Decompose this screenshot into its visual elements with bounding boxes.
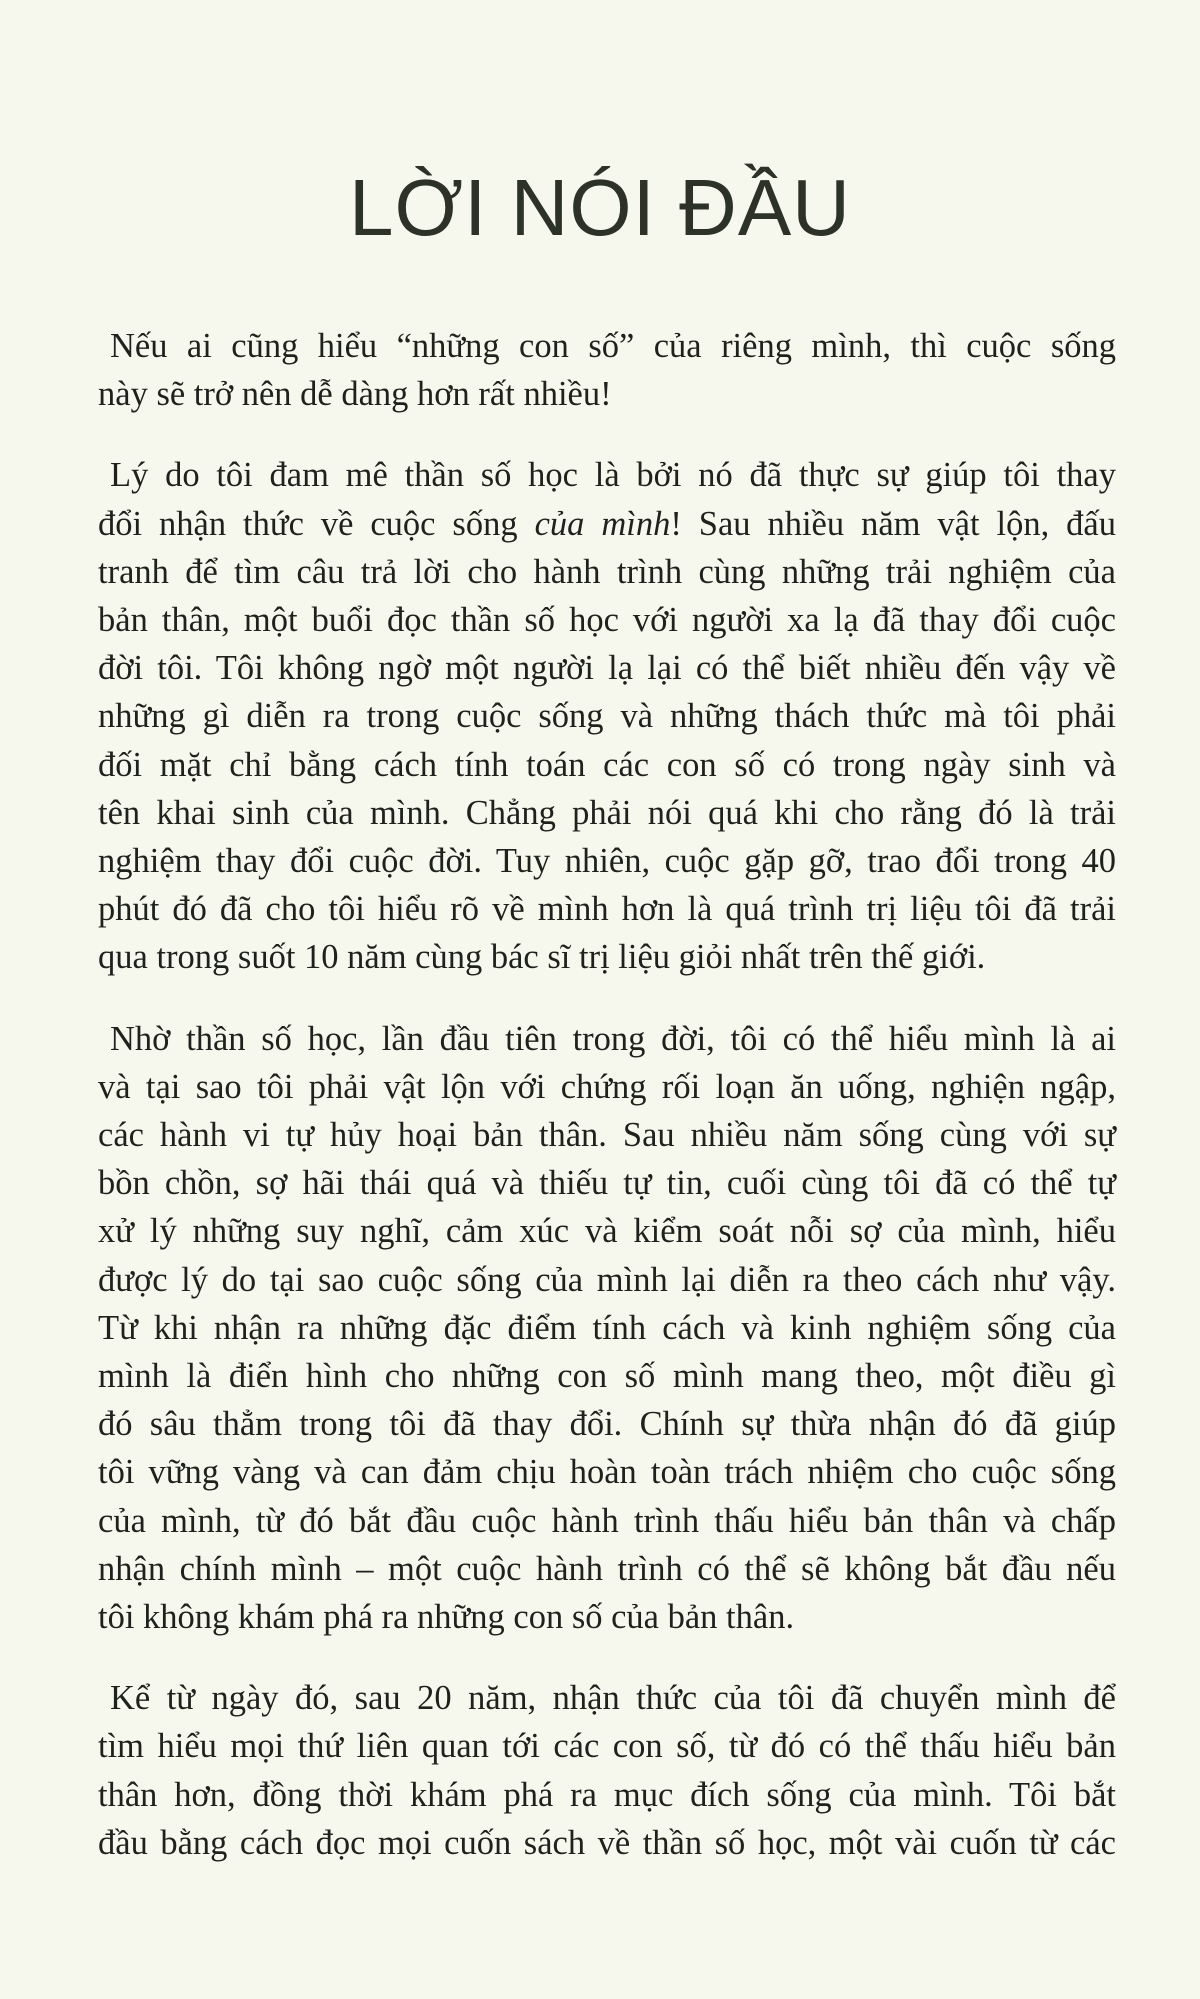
text-line: Kể từ ngày đó, sau 20 năm, nhận thức của tôi đã chuyển mình để xyxy=(110,1679,1116,1718)
text-line: qua trong suốt 10 năm cùng bác sĩ trị liệu giỏi nhất trên thế giới. xyxy=(98,938,986,977)
text-line: và tại sao tôi phải vật lộn với chứng rối loạn ăn uống, nghiện ngập, xyxy=(98,1067,1116,1106)
text-line: nghiệm thay đổi cuộc đời. Tuy nhiên, cuộc gặp gỡ, trao đổi trong 40 xyxy=(98,842,1116,881)
text-line: tranh để tìm câu trả lời cho hành trình cùng những trải nghiệm của xyxy=(98,552,1116,591)
text-line: đầu bằng cách đọc mọi cuốn sách về thần số học, một vài cuốn từ các xyxy=(98,1823,1116,1862)
paragraph-2 xyxy=(98,451,1116,981)
text-segment: đổi nhận thức về cuộc sống xyxy=(98,504,535,543)
text-line: của mình, từ đó bắt đầu cuộc hành trình thấu hiểu bản thân và chấp xyxy=(98,1501,1116,1540)
text-line: tên khai sinh của mình. Chẳng phải nói quá khi cho rằng đó là trải xyxy=(98,793,1116,832)
text-line: những gì diễn ra trong cuộc sống và những thách thức mà tôi phải xyxy=(98,697,1116,736)
text-segment: ! Sau nhiều năm vật lộn, đấu xyxy=(670,504,1116,543)
text-line: đời tôi. Tôi không ngờ một người lạ lại có thể biết nhiều đến vậy về xyxy=(98,649,1116,688)
paragraph-1 xyxy=(98,322,1116,418)
text-line: được lý do tại sao cuộc sống của mình lại diễn ra theo cách như vậy. xyxy=(98,1260,1116,1299)
paragraph-4 xyxy=(98,1674,1116,1867)
page-title: LỜI NÓI ĐẦU xyxy=(349,163,851,252)
text-line: tôi vững vàng và can đảm chịu hoàn toàn trách nhiệm cho cuộc sống xyxy=(98,1453,1116,1492)
paragraph-3 xyxy=(98,1015,1116,1642)
text-line: tìm hiểu mọi thứ liên quan tới các con số, từ đó có thể thấu hiểu bản xyxy=(98,1727,1116,1766)
text-line: các hành vi tự hủy hoại bản thân. Sau nhiều năm sống cùng với sự xyxy=(98,1116,1116,1155)
text-line: này sẽ trở nên dễ dàng hơn rất nhiều! xyxy=(98,375,612,414)
text-line: Nhờ thần số học, lần đầu tiên trong đời, tôi có thể hiểu mình là ai xyxy=(110,1019,1116,1058)
text-line: tôi không khám phá ra những con số của bản thân. xyxy=(98,1598,795,1637)
text-line: nhận chính mình – một cuộc hành trình có thể sẽ không bắt đầu nếu xyxy=(98,1549,1116,1588)
page-body xyxy=(98,322,1116,1900)
text-line: phút đó đã cho tôi hiểu rõ về mình hơn là quá trình trị liệu tôi đã trải xyxy=(98,890,1116,929)
text-line xyxy=(98,500,1116,548)
text-line: đối mặt chỉ bằng cách tính toán các con số có trong ngày sinh và xyxy=(98,745,1116,784)
text-line: Nếu ai cũng hiểu “những con số” của riêng mình, thì cuộc sống xyxy=(110,327,1116,365)
text-line: thân hơn, đồng thời khám phá ra mục đích sống của mình. Tôi bắt xyxy=(98,1775,1116,1814)
text-line: Từ khi nhận ra những đặc điểm tính cách và kinh nghiệm sống của xyxy=(98,1308,1116,1347)
italic-text: của mình xyxy=(534,504,671,543)
text-line: mình là điển hình cho những con số mình mang theo, một điều gì xyxy=(98,1357,1116,1396)
text-line: bồn chồn, sợ hãi thái quá và thiếu tự tin, cuối cùng tôi đã có thể tự xyxy=(98,1164,1116,1203)
text-line: Lý do tôi đam mê thần số học là bởi nó đã thực sự giúp tôi thay xyxy=(110,456,1116,495)
text-line: đó sâu thẳm trong tôi đã thay đổi. Chính sự thừa nhận đó đã giúp xyxy=(98,1405,1116,1444)
text-line: xử lý những suy nghĩ, cảm xúc và kiểm soát nỗi sợ của mình, hiểu xyxy=(98,1212,1116,1251)
text-line: bản thân, một buổi đọc thần số học với người xa lạ đã thay đổi cuộc xyxy=(98,601,1116,640)
